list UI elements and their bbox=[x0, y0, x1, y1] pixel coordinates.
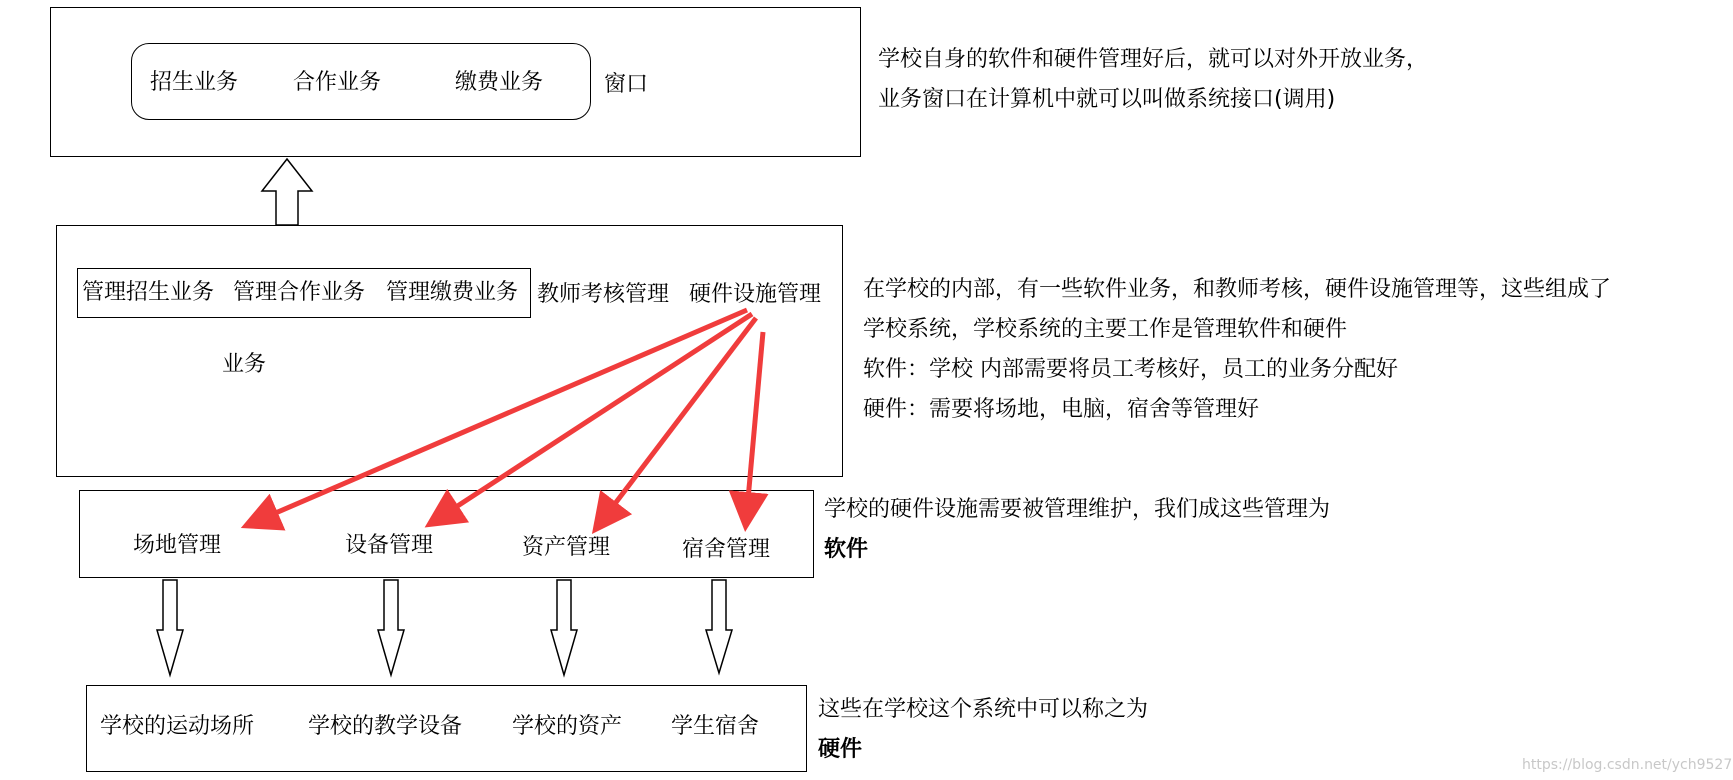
managed-enrollment: 管理招生业务 bbox=[82, 280, 215, 305]
up-arrow-icon bbox=[262, 159, 312, 225]
watermark: https://blog.csdn.net/ych9527 bbox=[1522, 757, 1733, 773]
red-arrow-to-dorm bbox=[746, 332, 763, 522]
software-item-assets: 资产管理 bbox=[522, 535, 611, 560]
hardware-note-term: 硬件 bbox=[818, 737, 863, 762]
red-arrow-to-assets bbox=[598, 318, 756, 526]
window-note-line-2: 业务窗口在计算机中就可以叫做系统接口(调用) bbox=[878, 87, 1336, 112]
window-service-enrollment: 招生业务 bbox=[150, 70, 239, 95]
hardware-note-line: 这些在学校这个系统中可以称之为 bbox=[818, 697, 1149, 722]
hardware-item-sports-venue: 学校的运动场所 bbox=[100, 714, 255, 739]
business-note-line-1: 在学校的内部，有一些软件业务，和教师考核，硬件设施管理等，这些组成了 bbox=[863, 277, 1612, 302]
business-label: 业务 bbox=[222, 352, 267, 377]
hardware-item-dorm: 学生宿舍 bbox=[671, 714, 760, 739]
window-service-payment: 缴费业务 bbox=[455, 70, 544, 95]
business-note-line-3: 软件：学校 内部需要将员工考核好，员工的业务分配好 bbox=[863, 357, 1398, 382]
window-label: 窗口 bbox=[604, 72, 649, 97]
teacher-review-management: 教师考核管理 bbox=[537, 282, 670, 307]
hardware-item-assets: 学校的资产 bbox=[512, 714, 623, 739]
down-arrow-icon-2 bbox=[378, 580, 404, 675]
window-note-line-1: 学校自身的软件和硬件管理好后，就可以对外开放业务， bbox=[878, 47, 1429, 72]
window-service-cooperation: 合作业务 bbox=[293, 70, 382, 95]
business-note-line-2: 学校系统，学校系统的主要工作是管理软件和硬件 bbox=[863, 317, 1348, 342]
software-note-line: 学校的硬件设施需要被管理维护，我们成这些管理为 bbox=[824, 497, 1331, 522]
business-note-line-4: 硬件：需要将场地，电脑，宿舍等管理好 bbox=[863, 397, 1260, 422]
software-item-dorm: 宿舍管理 bbox=[682, 537, 771, 562]
software-item-venue: 场地管理 bbox=[133, 533, 222, 558]
down-arrow-icon-3 bbox=[551, 580, 577, 675]
down-arrow-icon-1 bbox=[157, 580, 183, 675]
hardware-item-teaching-equipment: 学校的教学设备 bbox=[308, 714, 463, 739]
down-arrow-icon-4 bbox=[706, 580, 732, 673]
software-note-term: 软件 bbox=[824, 537, 869, 562]
red-arrow-to-equipment bbox=[433, 314, 752, 522]
managed-payment: 管理缴费业务 bbox=[386, 280, 519, 305]
software-item-equipment: 设备管理 bbox=[345, 533, 434, 558]
managed-cooperation: 管理合作业务 bbox=[233, 280, 366, 305]
hardware-facility-management: 硬件设施管理 bbox=[689, 282, 822, 307]
red-arrow-to-venue bbox=[250, 310, 747, 524]
